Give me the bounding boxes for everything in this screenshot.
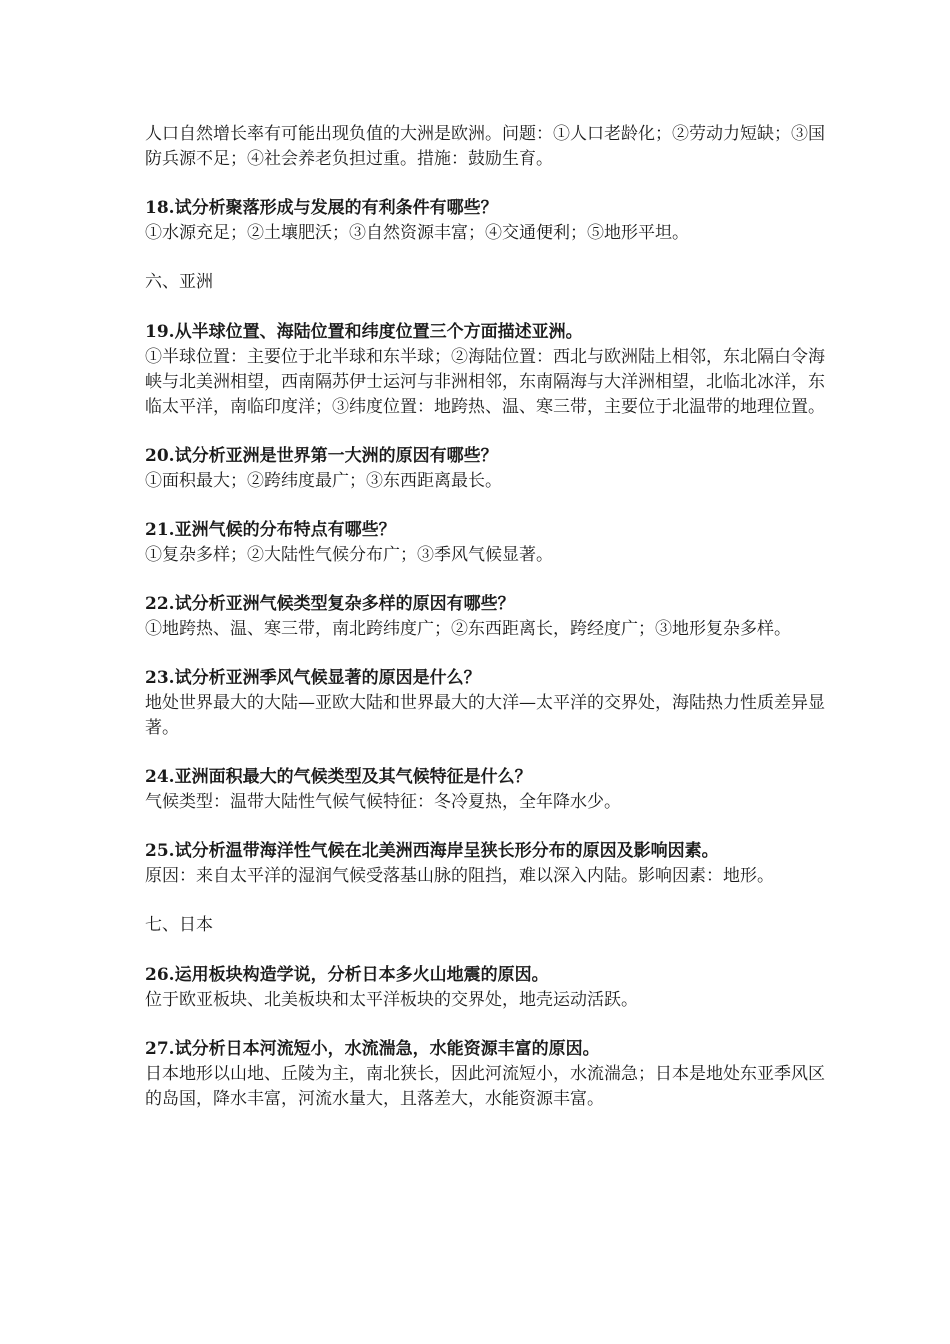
question-27 — [145, 1037, 825, 1112]
question-23-title: 23.试分析亚洲季风气候显著的原因是什么？ — [145, 668, 481, 688]
question-24-title: 24.亚洲面积最大的气候类型及其气候特征是什么？ — [145, 767, 532, 787]
question-23-answer: 地处世界最大的大陆—亚欧大陆和世界最大的大洋—太平洋的交界处，海陆热力性质差异显著。 — [145, 693, 825, 738]
question-26-answer: 位于欧亚板块、北美板块和太平洋板块的交界处，地壳运动活跃。 — [145, 990, 638, 1010]
question-25-title: 25.试分析温带海洋性气候在北美洲西海岸呈狭长形分布的原因及影响因素。 — [145, 841, 719, 861]
intro-text: 人口自然增长率有可能出现负值的大洲是欧洲。问题：①人口老龄化；②劳动力短缺；③国防兵源不足；④社会养老负担过重。措施：鼓励生育。 — [145, 124, 825, 169]
intro-block — [145, 122, 825, 172]
question-21-answer: ①复杂多样；②大陆性气候分布广；③季风气候显著。 — [145, 545, 553, 565]
question-27-title: 27.试分析日本河流短小，水流湍急，水能资源丰富的原因。 — [145, 1039, 600, 1059]
question-21-title: 21.亚洲气候的分布特点有哪些？ — [145, 520, 396, 540]
document-page — [145, 122, 825, 1136]
question-19-title: 19.从半球位置、海陆位置和纬度位置三个方面描述亚洲。 — [145, 322, 583, 342]
section-japan — [145, 913, 825, 938]
question-23 — [145, 666, 825, 741]
question-22-answer: ①地跨热、温、寒三带，南北跨纬度广；②东西距离长，跨经度广；③地形复杂多样。 — [145, 619, 791, 639]
question-20-title: 20.试分析亚洲是世界第一大洲的原因有哪些？ — [145, 446, 498, 466]
question-26 — [145, 963, 825, 1013]
question-25 — [145, 839, 825, 889]
question-24-answer: 气候类型：温带大陆性气候气候特征：冬冷夏热，全年降水少。 — [145, 792, 621, 812]
question-20-answer: ①面积最大；②跨纬度最广；③东西距离最长。 — [145, 471, 502, 491]
section-asia-heading: 六、亚洲 — [145, 272, 213, 292]
question-18-answer: ①水源充足；②土壤肥沃；③自然资源丰富；④交通便利；⑤地形平坦。 — [145, 223, 689, 243]
question-24 — [145, 765, 825, 815]
question-19 — [145, 320, 825, 420]
section-japan-heading: 七、日本 — [145, 915, 213, 935]
question-18-title: 18.试分析聚落形成与发展的有利条件有哪些？ — [145, 198, 498, 218]
question-20 — [145, 444, 825, 494]
question-18 — [145, 196, 825, 246]
question-26-title: 26.运用板块构造学说，分析日本多火山地震的原因。 — [145, 965, 549, 985]
question-25-answer: 原因：来自太平洋的湿润气候受落基山脉的阻挡，难以深入内陆。影响因素：地形。 — [145, 866, 774, 886]
question-19-answer: ①半球位置：主要位于北半球和东半球；②海陆位置：西北与欧洲陆上相邻，东北隔白令海峡与北美洲相望，西南隔苏伊士运河与非洲相邻，东南隔海与大洋洲相望，北临北冰洋，东临太平洋，南临印度洋；③纬度位置：地跨热、温、寒三带，主要位于北温带的地理位置。 — [145, 347, 825, 417]
section-asia — [145, 270, 825, 295]
question-22 — [145, 592, 825, 642]
question-22-title: 22.试分析亚洲气候类型复杂多样的原因有哪些？ — [145, 594, 515, 614]
question-21 — [145, 518, 825, 568]
question-27-answer: 日本地形以山地、丘陵为主，南北狭长，因此河流短小，水流湍急；日本是地处东亚季风区的岛国，降水丰富，河流水量大，且落差大，水能资源丰富。 — [145, 1064, 825, 1109]
